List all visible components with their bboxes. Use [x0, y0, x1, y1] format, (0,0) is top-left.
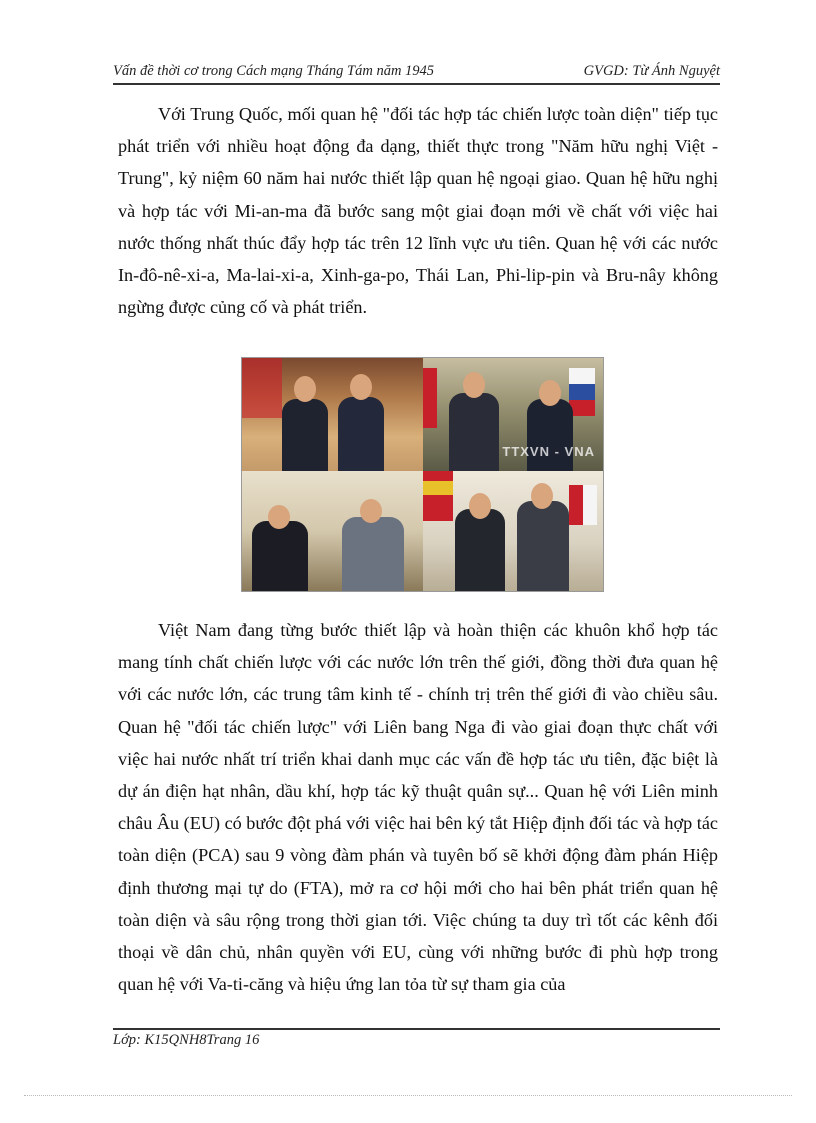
page-header [113, 56, 720, 80]
photo-meeting-russia [423, 358, 603, 471]
paragraph-china-asean: Với Trung Quốc, mối quan hệ "đối tác hợp tác chiến lược toàn diện" tiếp tục phát triển với nhiều hoạt động đa dạng, thiết thực trong "Năm hữu nghị Việt - Trung", kỷ niệm 60 năm hai nước thiết lập quan hệ ngoại giao. Quan hệ hữu nghị và hợp tác với Mi-an-ma đã bước sang một giai đoạn mới về chất với việc hai nước thống nhất thúc đẩy hợp tác trên 12 lĩnh vực ưu tiên. Quan hệ với các nước In-đô-nê-xi-a, Ma-lai-xi-a, Xinh-ga-po, Thái Lan, Phi-lip-pin và Bru-nây không ngừng được củng cố và phát triển. [118, 104, 718, 318]
photo-meeting-eu [423, 471, 603, 591]
diplomatic-meetings-photo-collage [241, 357, 604, 592]
photo-watermark: TTXVN - VNA [502, 444, 595, 459]
photo-meeting-china [242, 358, 423, 471]
header-title: Vấn đề thời cơ trong Cách mạng Tháng Tám năm 1945 [113, 63, 435, 79]
page-footer: Lớp: K15QNH8Trang 16 [113, 1032, 260, 1048]
photo-meeting-usa [242, 471, 423, 591]
header-divider [113, 83, 720, 85]
footer-divider [113, 1028, 720, 1030]
page-break-line [24, 1095, 792, 1096]
paragraph-major-powers: Việt Nam đang từng bước thiết lập và hoàn thiện các khuôn khổ hợp tác mang tính chất chiến lược với các nước lớn trên thế giới, đồng thời đưa quan hệ với các nước lớn, các trung tâm kinh tế - chính trị trên thế giới đi vào chiều sâu. Quan hệ "đối tác chiến lược" với Liên bang Nga đi vào giai đoạn thực chất với việc hai nước nhất trí triển khai danh mục các vấn đề hợp tác ưu tiên, đặc biệt là dự án điện hạt nhân, dầu khí, hợp tác kỹ thuật quân sự... Quan hệ với Liên minh châu Âu (EU) có bước đột phá với việc hai bên ký tắt Hiệp định đối tác và hợp tác toàn diện (PCA) sau 9 vòng đàm phán và tuyên bố sẽ khởi động đàm phán Hiệp định thương mại tự do (FTA), mở ra cơ hội mới cho hai bên phát triển quan hệ toàn diện và sâu rộng trong thời gian tới. Việc chúng ta duy trì tốt các kênh đối thoại về dân chủ, nhân quyền với EU, cùng với những bước đi phù hợp trong quan hệ với Va-ti-căng và hiệu ứng lan tỏa từ sự tham gia của [118, 620, 718, 995]
header-instructor: GVGD: Từ Ánh Nguyệt [583, 63, 720, 79]
